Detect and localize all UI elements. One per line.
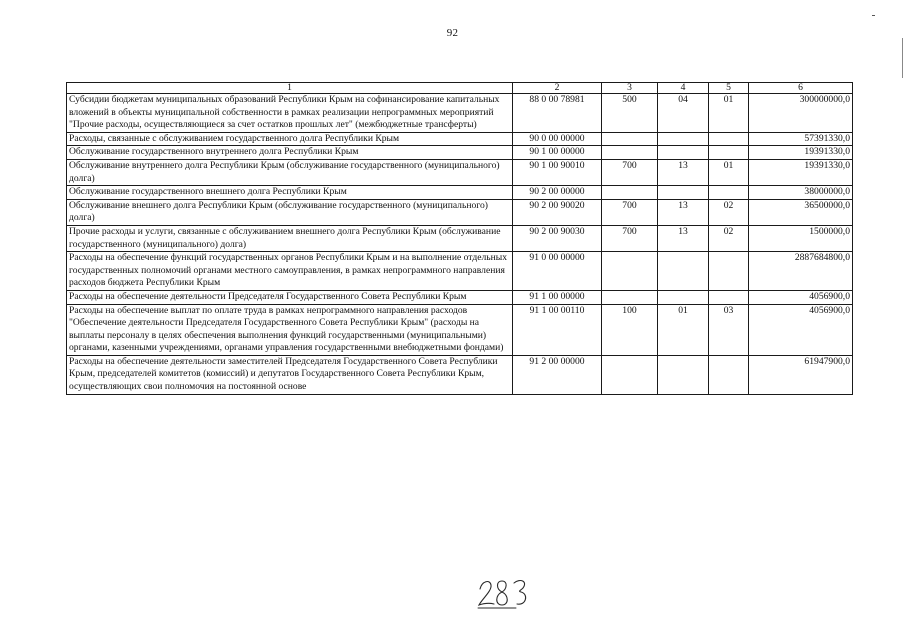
row-amount: 36500000,0 <box>749 199 853 225</box>
row-vr <box>602 146 658 160</box>
row-name: Обслуживание государственного внутреннего долга Республики Крым <box>67 146 513 160</box>
row-rz: 13 <box>658 199 709 225</box>
table-row <box>67 225 853 251</box>
row-vr: 700 <box>602 199 658 225</box>
row-code: 90 1 00 90010 <box>513 159 602 185</box>
header-col-6: 6 <box>749 83 853 94</box>
row-amount: 2887684800,0 <box>749 252 853 291</box>
row-pr <box>709 252 749 291</box>
row-rz <box>658 146 709 160</box>
row-name: Расходы, связанные с обслуживанием государственного долга Республики Крым <box>67 132 513 146</box>
row-rz <box>658 252 709 291</box>
row-rz: 13 <box>658 159 709 185</box>
scan-corner-mark <box>872 15 875 16</box>
row-name: Расходы на обеспечение деятельности Председателя Государственного Совета Республики Крым <box>67 290 513 304</box>
header-col-3: 3 <box>602 83 658 94</box>
row-amount: 1500000,0 <box>749 225 853 251</box>
row-pr <box>709 146 749 160</box>
page-number: 92 <box>446 27 459 39</box>
row-amount: 57391330,0 <box>749 132 853 146</box>
row-code: 90 2 00 90020 <box>513 199 602 225</box>
row-vr: 500 <box>602 94 658 133</box>
row-code: 91 1 00 00110 <box>513 304 602 355</box>
row-code: 91 2 00 00000 <box>513 355 602 394</box>
row-name: Обслуживание внешнего долга Республики Крым (обслуживание государственного (муниципального) долга) <box>67 199 513 225</box>
row-rz <box>658 186 709 200</box>
row-amount: 38000000,0 <box>749 186 853 200</box>
row-code: 90 2 00 00000 <box>513 186 602 200</box>
row-code: 90 2 00 90030 <box>513 225 602 251</box>
table-row <box>67 146 853 160</box>
table-row <box>67 186 853 200</box>
row-pr <box>709 290 749 304</box>
header-col-4: 4 <box>658 83 709 94</box>
row-vr: 100 <box>602 304 658 355</box>
table-row <box>67 252 853 291</box>
header-col-1: 1 <box>67 83 513 94</box>
row-name: Субсидии бюджетам муниципальных образований Республики Крым на софинансирование капитальных вложений в объекты муниципальной собственности в рамках реализации непрограммных мероприятий "Прочие расходы, осуществляющиеся за счет остатков прошлых лет" (межбюджетные трансферты) <box>67 94 513 133</box>
row-pr <box>709 132 749 146</box>
table-row <box>67 94 853 133</box>
row-vr: 700 <box>602 159 658 185</box>
row-vr <box>602 355 658 394</box>
row-code: 90 1 00 00000 <box>513 146 602 160</box>
row-pr: 01 <box>709 94 749 133</box>
row-rz <box>658 355 709 394</box>
row-name: Расходы на обеспечение выплат по оплате труда в рамках непрограммного направления расходов "Обеспечение деятельности Председателя Государственного Совета Республики Крым" (расходы на выплаты персоналу в целях обеспечения выполнения функций государственными (муниципальными) органами, казенными учреждениями, органами управления государственными внебюджетными фондами) <box>67 304 513 355</box>
table-row <box>67 159 853 185</box>
row-name: Прочие расходы и услуги, связанные с обслуживанием внешнего долга Республики Крым (обслуживание государственного (муниципального) долга) <box>67 225 513 251</box>
table-row <box>67 290 853 304</box>
row-amount: 61947900,0 <box>749 355 853 394</box>
row-name: Обслуживание внутреннего долга Республики Крым (обслуживание государственного (муниципального) долга) <box>67 159 513 185</box>
row-pr <box>709 186 749 200</box>
table-row <box>67 199 853 225</box>
row-code: 91 0 00 00000 <box>513 252 602 291</box>
row-vr: 700 <box>602 225 658 251</box>
row-amount: 4056900,0 <box>749 290 853 304</box>
row-rz <box>658 290 709 304</box>
row-pr: 01 <box>709 159 749 185</box>
header-col-2: 2 <box>513 83 602 94</box>
row-rz <box>658 132 709 146</box>
table-header-row <box>67 83 853 94</box>
row-code: 90 0 00 00000 <box>513 132 602 146</box>
row-vr <box>602 252 658 291</box>
table-row <box>67 355 853 394</box>
table-row <box>67 304 853 355</box>
row-vr <box>602 290 658 304</box>
row-amount: 300000000,0 <box>749 94 853 133</box>
budget-table <box>66 82 853 395</box>
row-name: Обслуживание государственного внешнего долга Республики Крым <box>67 186 513 200</box>
header-col-5: 5 <box>709 83 749 94</box>
row-pr: 02 <box>709 225 749 251</box>
row-amount: 4056900,0 <box>749 304 853 355</box>
row-rz: 13 <box>658 225 709 251</box>
row-vr <box>602 186 658 200</box>
row-rz: 01 <box>658 304 709 355</box>
row-pr: 03 <box>709 304 749 355</box>
row-code: 88 0 00 78981 <box>513 94 602 133</box>
row-name: Расходы на обеспечение функций государственных органов Республики Крым и на выполнение отдельных государственных полномочий органами местного самоуправления, в рамках непрограммного направления расходов бюджета Республики Крым <box>67 252 513 291</box>
row-amount: 19391330,0 <box>749 159 853 185</box>
row-amount: 19391330,0 <box>749 146 853 160</box>
row-name: Расходы на обеспечение деятельности заместителей Председателя Государственного Совета Республики Крым, председателей комитетов (комиссий) и депутатов Государственного Совета Республики Крым, осуществляющих свои полномочия на постоянной основе <box>67 355 513 394</box>
row-vr <box>602 132 658 146</box>
row-code: 91 1 00 00000 <box>513 290 602 304</box>
handwritten-page-mark <box>476 575 534 611</box>
row-rz: 04 <box>658 94 709 133</box>
row-pr <box>709 355 749 394</box>
row-pr: 02 <box>709 199 749 225</box>
scan-edge-mark <box>902 38 903 78</box>
table-row <box>67 132 853 146</box>
